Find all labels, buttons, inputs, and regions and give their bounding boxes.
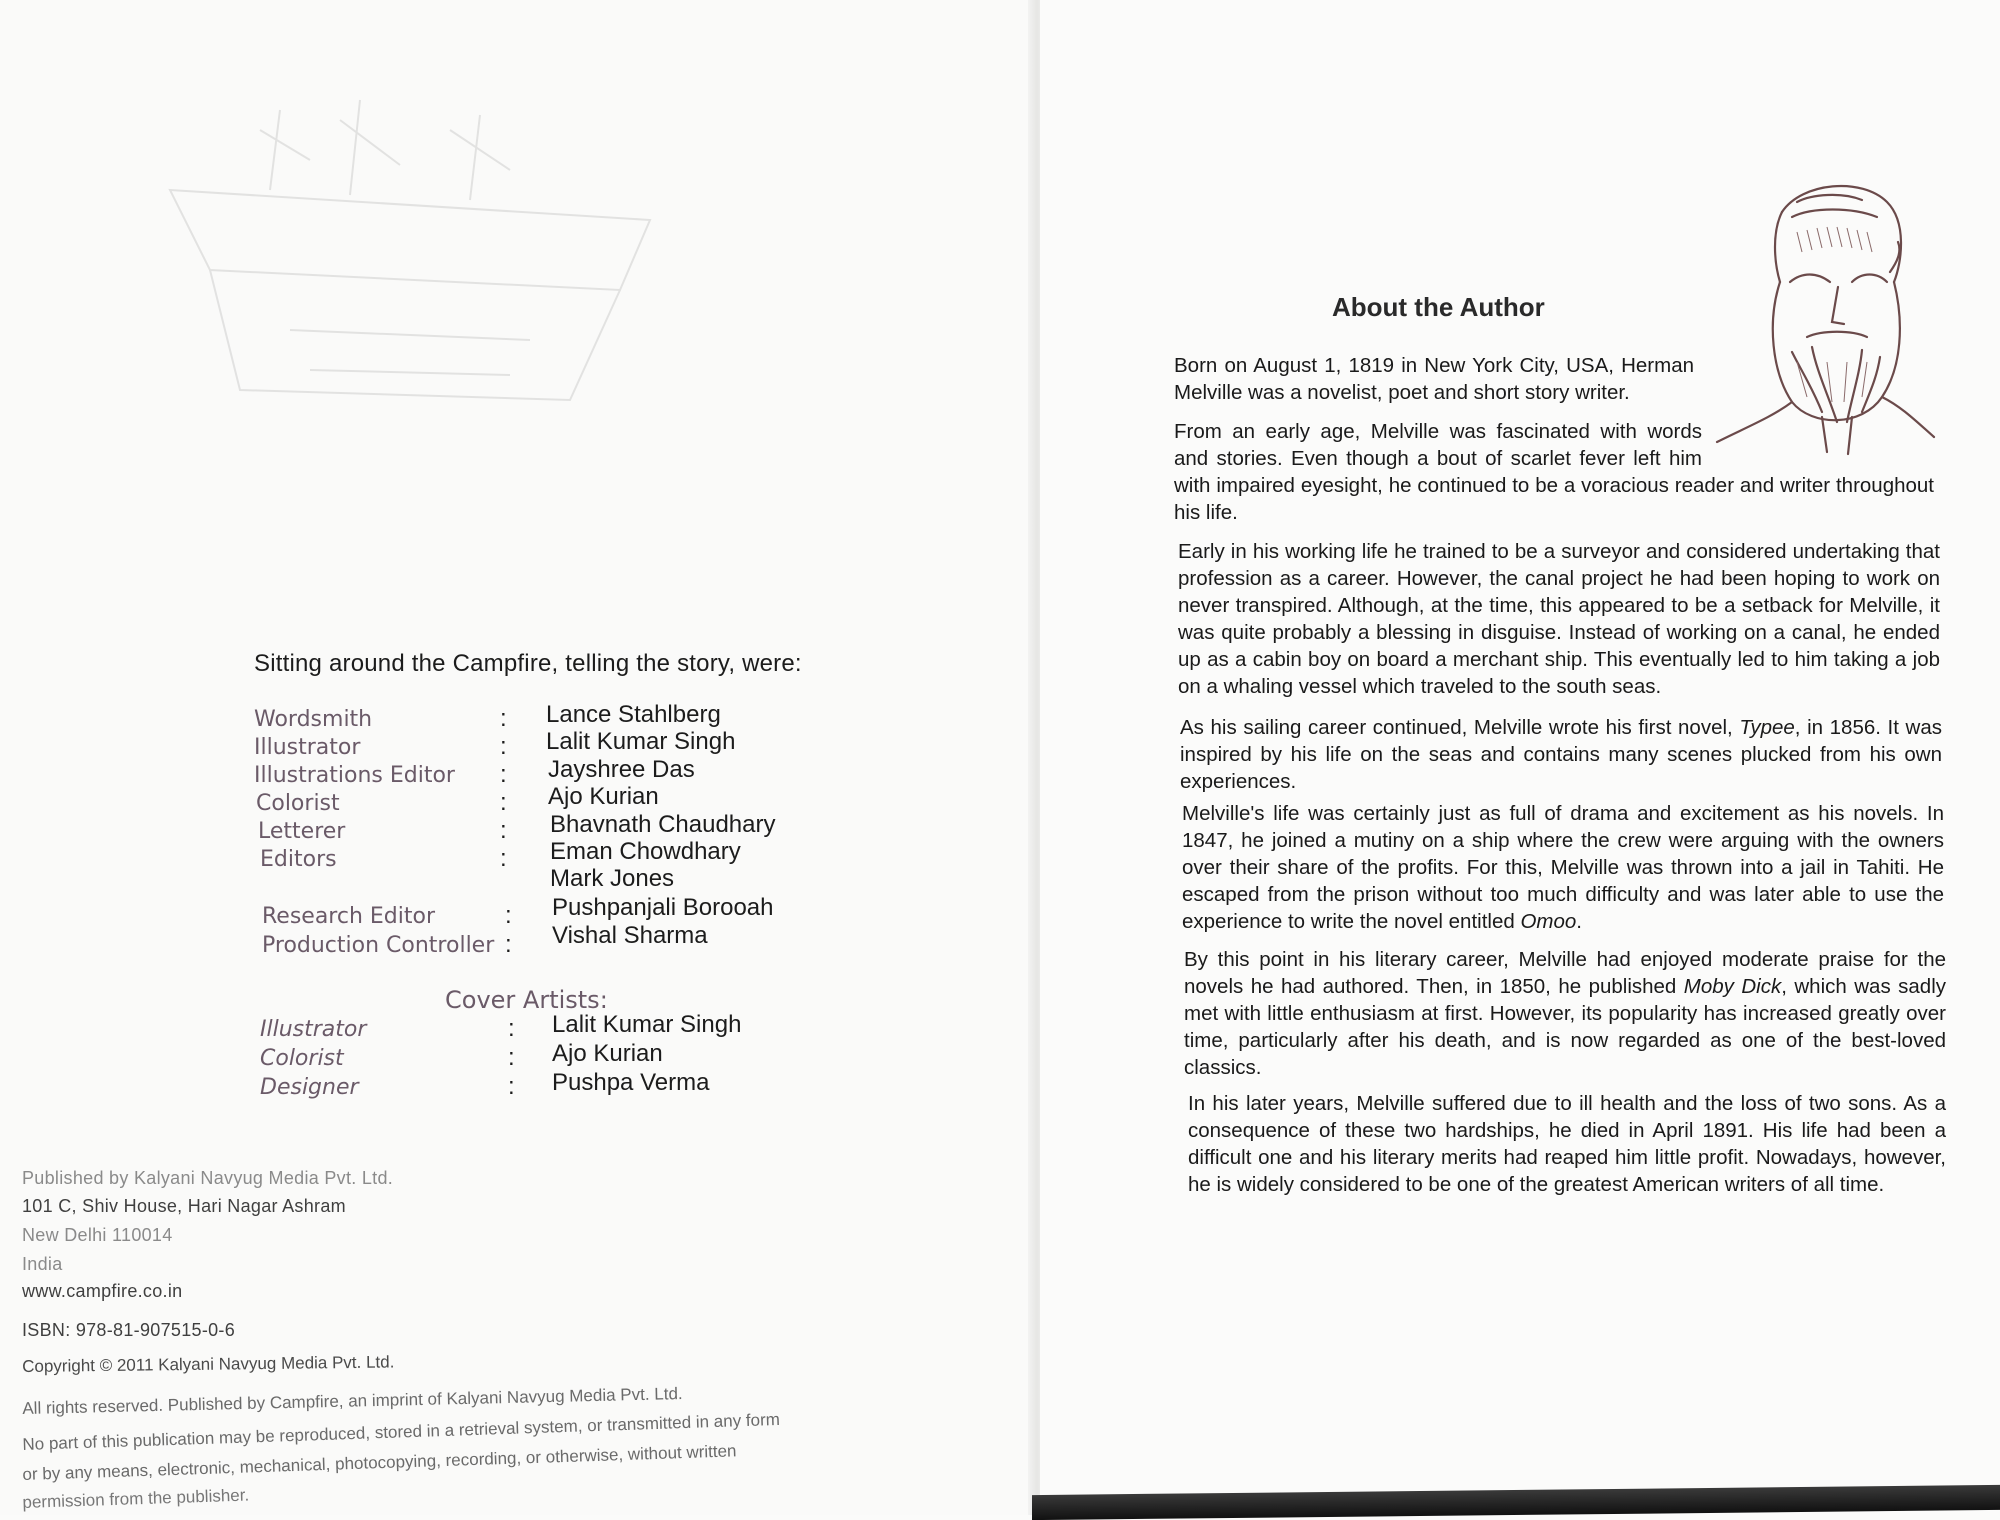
credit-role: Research Editor — [262, 904, 436, 929]
notice-line-3: permission from the publisher. — [22, 1485, 250, 1512]
credit-name: Pushpanjali Borooah — [552, 893, 774, 921]
bio-paragraph: Melville's life was certainly just as full of drama and excitement as his novels. In 1847, he joined a mutiny on a ship where the crew were arguing with the owners over their share of the profits. For this, Melville was thrown into a jail in Tahiti. He escaped from the prison without too much difficulty and was later able to use the experience to write the novel entitled Omoo. — [1182, 802, 1944, 933]
bio-paragraph: Early in his working life he trained to be a surveyor and considered undertaking that profession as a career. However, the canal project he had been hoping to work on never transpired. Although, at the time, this appeared to be a setback for Melville, it was quite probably a blessing in disguise. Instead of working on a canal, he ended up as a cabin boy on board a merchant ship. This eventually led to him taking a job on a whaling vessel which traveled to the south seas. — [1178, 540, 1940, 698]
notice-line-1: No part of this publication may be reproduced, stored in a retrieval system, or transmitted in any form — [22, 1409, 781, 1454]
credit-role: Wordsmith — [254, 707, 373, 732]
credit-role: Production Controller — [262, 933, 495, 958]
bio-paragraph: From an early age, Melville was fascinated with words and stories. Even though a bout of scarlet fever left him with impaired eyesight, he continued to be a voracious reader and writer throughout his life. — [1174, 420, 1934, 524]
credit-colon: : — [500, 705, 507, 732]
publisher-website: www.campfire.co.in — [22, 1281, 183, 1301]
rights-line: All rights reserved. Published by Campfire, an imprint of Kalyani Navyug Media Pvt. Ltd. — [22, 1384, 683, 1418]
publisher-address-line: 101 C, Shiv House, Hari Nagar Ashram — [22, 1196, 346, 1216]
credit-colon: : — [508, 1073, 515, 1100]
bio-paragraph: By this point in his literary career, Melville had enjoyed moderate praise for the novels he had authored. Then, in 1850, he published Moby Dick, which was sadly met with little enthusiasm at first. However, its popularity has increased greatly over time, particularly after his death, and is now regarded as one of the best-loved classics. — [1184, 948, 1946, 1079]
bio-paragraph: As his sailing career continued, Melville wrote his first novel, Typee, in 1856. It was inspired by his life on the seas and contains many scenes plucked from his own experiences. — [1180, 716, 1942, 793]
credits-heading: Sitting around the Campfire, telling the story, were: — [254, 650, 802, 677]
copyright-line: Copyright © 2011 Kalyani Navyug Media Pvt. Ltd. — [22, 1352, 395, 1376]
bio-paragraph: Born on August 1, 1819 in New York City, USA, Herman Melville was a novelist, poet and short story writer. — [1174, 354, 1694, 404]
credit-colon: : — [500, 845, 507, 872]
credit-colon: : — [500, 817, 507, 844]
credit-role: Illustrator — [254, 735, 361, 760]
cover-credit-role: Designer — [260, 1075, 359, 1100]
publisher-country-line: India — [22, 1254, 63, 1274]
credit-name: Vishal Sharma — [552, 922, 708, 950]
credit-name: Eman Chowdhary — [550, 838, 741, 865]
credit-name: Mark Jones — [550, 865, 675, 893]
cover-credit-name: Pushpa Verma — [552, 1069, 710, 1096]
credit-role: Letterer — [258, 819, 346, 844]
credit-colon: : — [500, 733, 507, 760]
credit-role: Editors — [260, 847, 337, 872]
cover-credit-role: Illustrator — [260, 1017, 367, 1042]
credit-role: Illustrations Editor — [254, 763, 455, 788]
credit-name: Bhavnath Chaudhary — [550, 810, 776, 838]
credit-name: Ajo Kurian — [548, 783, 659, 811]
cover-credit-role: Colorist — [260, 1046, 344, 1071]
bio-paragraph: In his later years, Melville suffered due to ill health and the loss of two sons. As a consequence of these two hardships, he died in April 1891. His life had been a difficult one and his literary merits had reaped him little profit. Nowadays, however, he is widely considered to be one of the greatest American writers of all time. — [1188, 1092, 1946, 1196]
publisher-city-line: New Delhi 110014 — [22, 1225, 173, 1245]
notice-line-2: or by any means, electronic, mechanical, photocopying, recording, or otherwise, without written — [22, 1441, 737, 1484]
credit-role: Colorist — [256, 791, 340, 816]
credit-colon: : — [508, 1044, 515, 1071]
credit-name: Lance Stahlberg — [546, 701, 721, 728]
credit-name: Jayshree Das — [548, 755, 695, 783]
credit-colon: : — [505, 902, 512, 929]
credit-colon: : — [500, 761, 507, 788]
credit-colon: : — [508, 1015, 515, 1042]
publisher-line: Published by Kalyani Navyug Media Pvt. Ltd. — [22, 1168, 394, 1188]
credit-name: Lalit Kumar Singh — [546, 728, 736, 756]
cover-credit-name: Ajo Kurian — [552, 1040, 663, 1067]
credit-colon: : — [505, 931, 512, 958]
about-author-title: About the Author — [1332, 292, 1545, 322]
credit-colon: : — [500, 789, 507, 816]
faded-ship-illustration — [150, 70, 670, 590]
cover-credit-name: Lalit Kumar Singh — [552, 1011, 742, 1038]
cover-artists-heading: Cover Artists: — [445, 986, 608, 1014]
isbn: ISBN: 978-81-907515-0-6 — [22, 1320, 236, 1340]
